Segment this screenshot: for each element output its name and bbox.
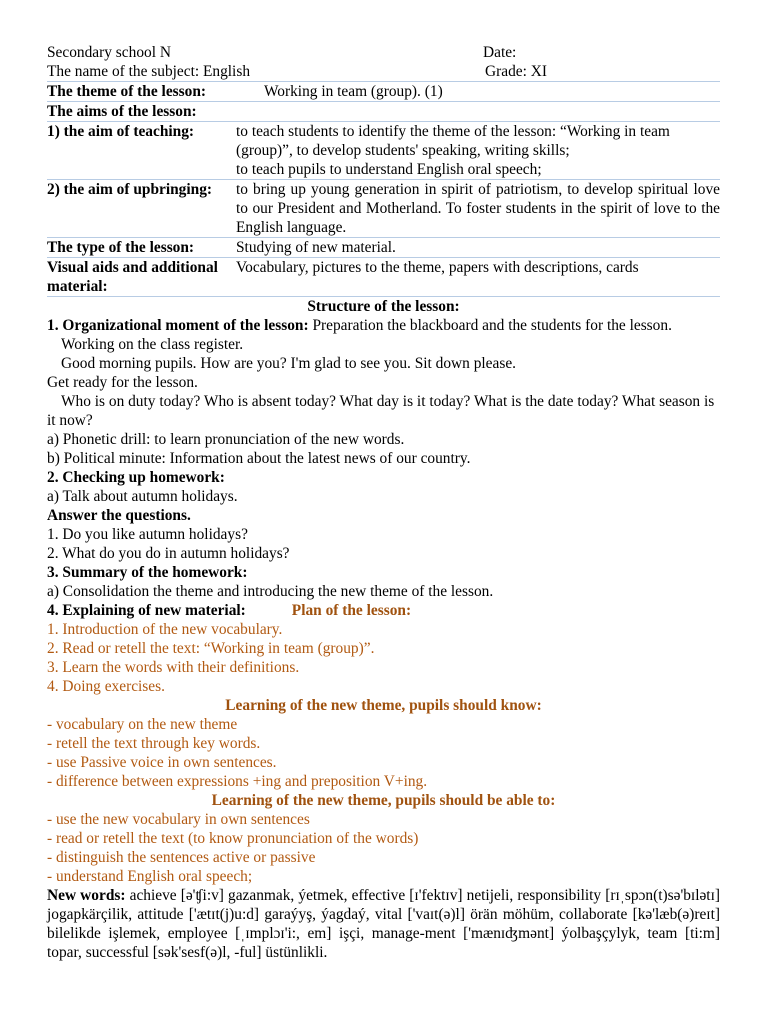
- duty-line: Who is on duty today? Who is absent today? What day is it today? What is the date today? What season is it now?: [47, 393, 715, 429]
- phonetic-drill: a) Phonetic drill: to learn pronunciation of the new words.: [47, 431, 405, 448]
- aims-label: The aims of the lesson:: [47, 102, 720, 122]
- aims-row: [47, 102, 720, 122]
- should-know-title: Learning of the new theme, pupils should know:: [225, 697, 542, 714]
- should-know-item: - retell the text through key words.: [47, 735, 261, 752]
- summary-heading: 3. Summary of the homework:: [47, 564, 248, 581]
- type-label: The type of the lesson:: [47, 238, 236, 258]
- should-know-item: - difference between expressions +ing and preposition V+ing.: [47, 773, 428, 790]
- theme-label: The theme of the lesson:: [47, 82, 236, 102]
- upbringing-row: [47, 180, 720, 238]
- org-moment-heading: 1. Organizational moment of the lesson:: [47, 317, 309, 334]
- upbringing-label: 2) the aim of upbringing:: [47, 180, 236, 238]
- type-row: [47, 238, 720, 258]
- greeting-line: Good morning pupils. How are you? I'm glad to see you. Sit down please.: [61, 355, 517, 372]
- plan-heading: Plan of the lesson:: [291, 602, 412, 619]
- plan-item: 3. Learn the words with their definitions.: [47, 659, 300, 676]
- grade-label: Grade: XI: [485, 63, 547, 80]
- should-know-list: [47, 715, 720, 791]
- school-name: Secondary school N: [47, 44, 171, 61]
- plan-item: 4. Doing exercises.: [47, 678, 165, 695]
- teaching-line: to teach students to identify the theme of the lesson: “Working in team (group)”, to develop students' speaking, writing skills;: [236, 123, 670, 159]
- teaching-value: [236, 122, 720, 180]
- explaining-row: [47, 601, 720, 620]
- visual-aids-value: Vocabulary, pictures to the theme, papers with descriptions, cards: [236, 258, 720, 297]
- homework-item: a) Talk about autumn holidays.: [47, 488, 238, 505]
- able-to-item: - read or retell the text (to know pronunciation of the words): [47, 830, 419, 847]
- question-item: 2. What do you do in autumn holidays?: [47, 545, 290, 562]
- visual-aids-row: [47, 258, 720, 297]
- header-row-2: [47, 62, 720, 81]
- lesson-plan-page: [47, 43, 720, 962]
- new-words-text: achieve [ə'ʧi:v] gazanmak, ýetmek, effective [ɪ'fektɪv] netijeli, responsibility [rɪˌspɔn(t)sə'bɪlətɪ] jogapkärçilik, attitude ['ætɪt(j)u:d] garaýyş, ýagdaý, vital ['vaɪt(ə)l] örän möhüm, collaborate [kə'læb(ə)reɪt] bilelikde işlemek, employee [ˌɪmplɔɪ'i:, em] işçi, manage-ment ['mænɪʤmənt] ýolbaşçylyk, team [ti:m] topar, successful [sək'sesf(ə)l, -ful] üstünlikli.: [47, 887, 720, 961]
- able-to-item: - understand English oral speech;: [47, 868, 253, 885]
- plan-item: 1. Introduction of the new vocabulary.: [47, 621, 283, 638]
- plan-item: 2. Read or retell the text: “Working in team (group)”.: [47, 640, 375, 657]
- teaching-line: to teach pupils to understand English oral speech;: [236, 161, 542, 178]
- new-words-paragraph: [47, 886, 720, 962]
- org-moment: [47, 316, 720, 335]
- should-know-item: - use Passive voice in own sentences.: [47, 754, 277, 771]
- get-ready-line: Get ready for the lesson.: [47, 374, 198, 391]
- able-to-list: [47, 810, 720, 886]
- upbringing-value: to bring up young generation in spirit of patriotism, to develop spiritual love to our President and Motherland. To foster students in the spirit of love to the English language.: [236, 181, 720, 236]
- summary-item: a) Consolidation the theme and introducing the new theme of the lesson.: [47, 583, 494, 600]
- political-minute: b) Political minute: Information about the latest news of our country.: [47, 450, 471, 467]
- should-know-item: - vocabulary on the new theme: [47, 716, 238, 733]
- lesson-structure: [47, 297, 720, 962]
- new-words-label: New words:: [47, 887, 126, 904]
- answer-heading: Answer the questions.: [47, 507, 191, 524]
- theme-value: Working in team (group). (1): [236, 82, 720, 102]
- subject-name: The name of the subject: English: [47, 63, 251, 80]
- able-to-item: - distinguish the sentences active or passive: [47, 849, 316, 866]
- theme-row: [47, 82, 720, 102]
- header-row-1: [47, 43, 720, 62]
- lesson-meta-table: [47, 81, 720, 297]
- org-moment-text: Preparation the blackboard and the students for the lesson.: [308, 317, 672, 334]
- visual-aids-label: Visual aids and additional material:: [47, 258, 236, 297]
- plan-list: [47, 620, 720, 696]
- homework-heading: 2. Checking up homework:: [47, 469, 225, 486]
- register-line: Working on the class register.: [61, 336, 244, 353]
- able-to-item: - use the new vocabulary in own sentences: [47, 811, 310, 828]
- teaching-row: [47, 122, 720, 180]
- type-value: Studying of new material.: [236, 238, 720, 258]
- explaining-heading: 4. Explaining of new material:: [47, 602, 246, 619]
- date-label: Date:: [483, 44, 517, 61]
- question-item: 1. Do you like autumn holidays?: [47, 526, 248, 543]
- teaching-label: 1) the aim of teaching:: [47, 122, 236, 180]
- able-to-title: Learning of the new theme, pupils should be able to:: [211, 792, 556, 809]
- structure-title: Structure of the lesson:: [307, 298, 460, 315]
